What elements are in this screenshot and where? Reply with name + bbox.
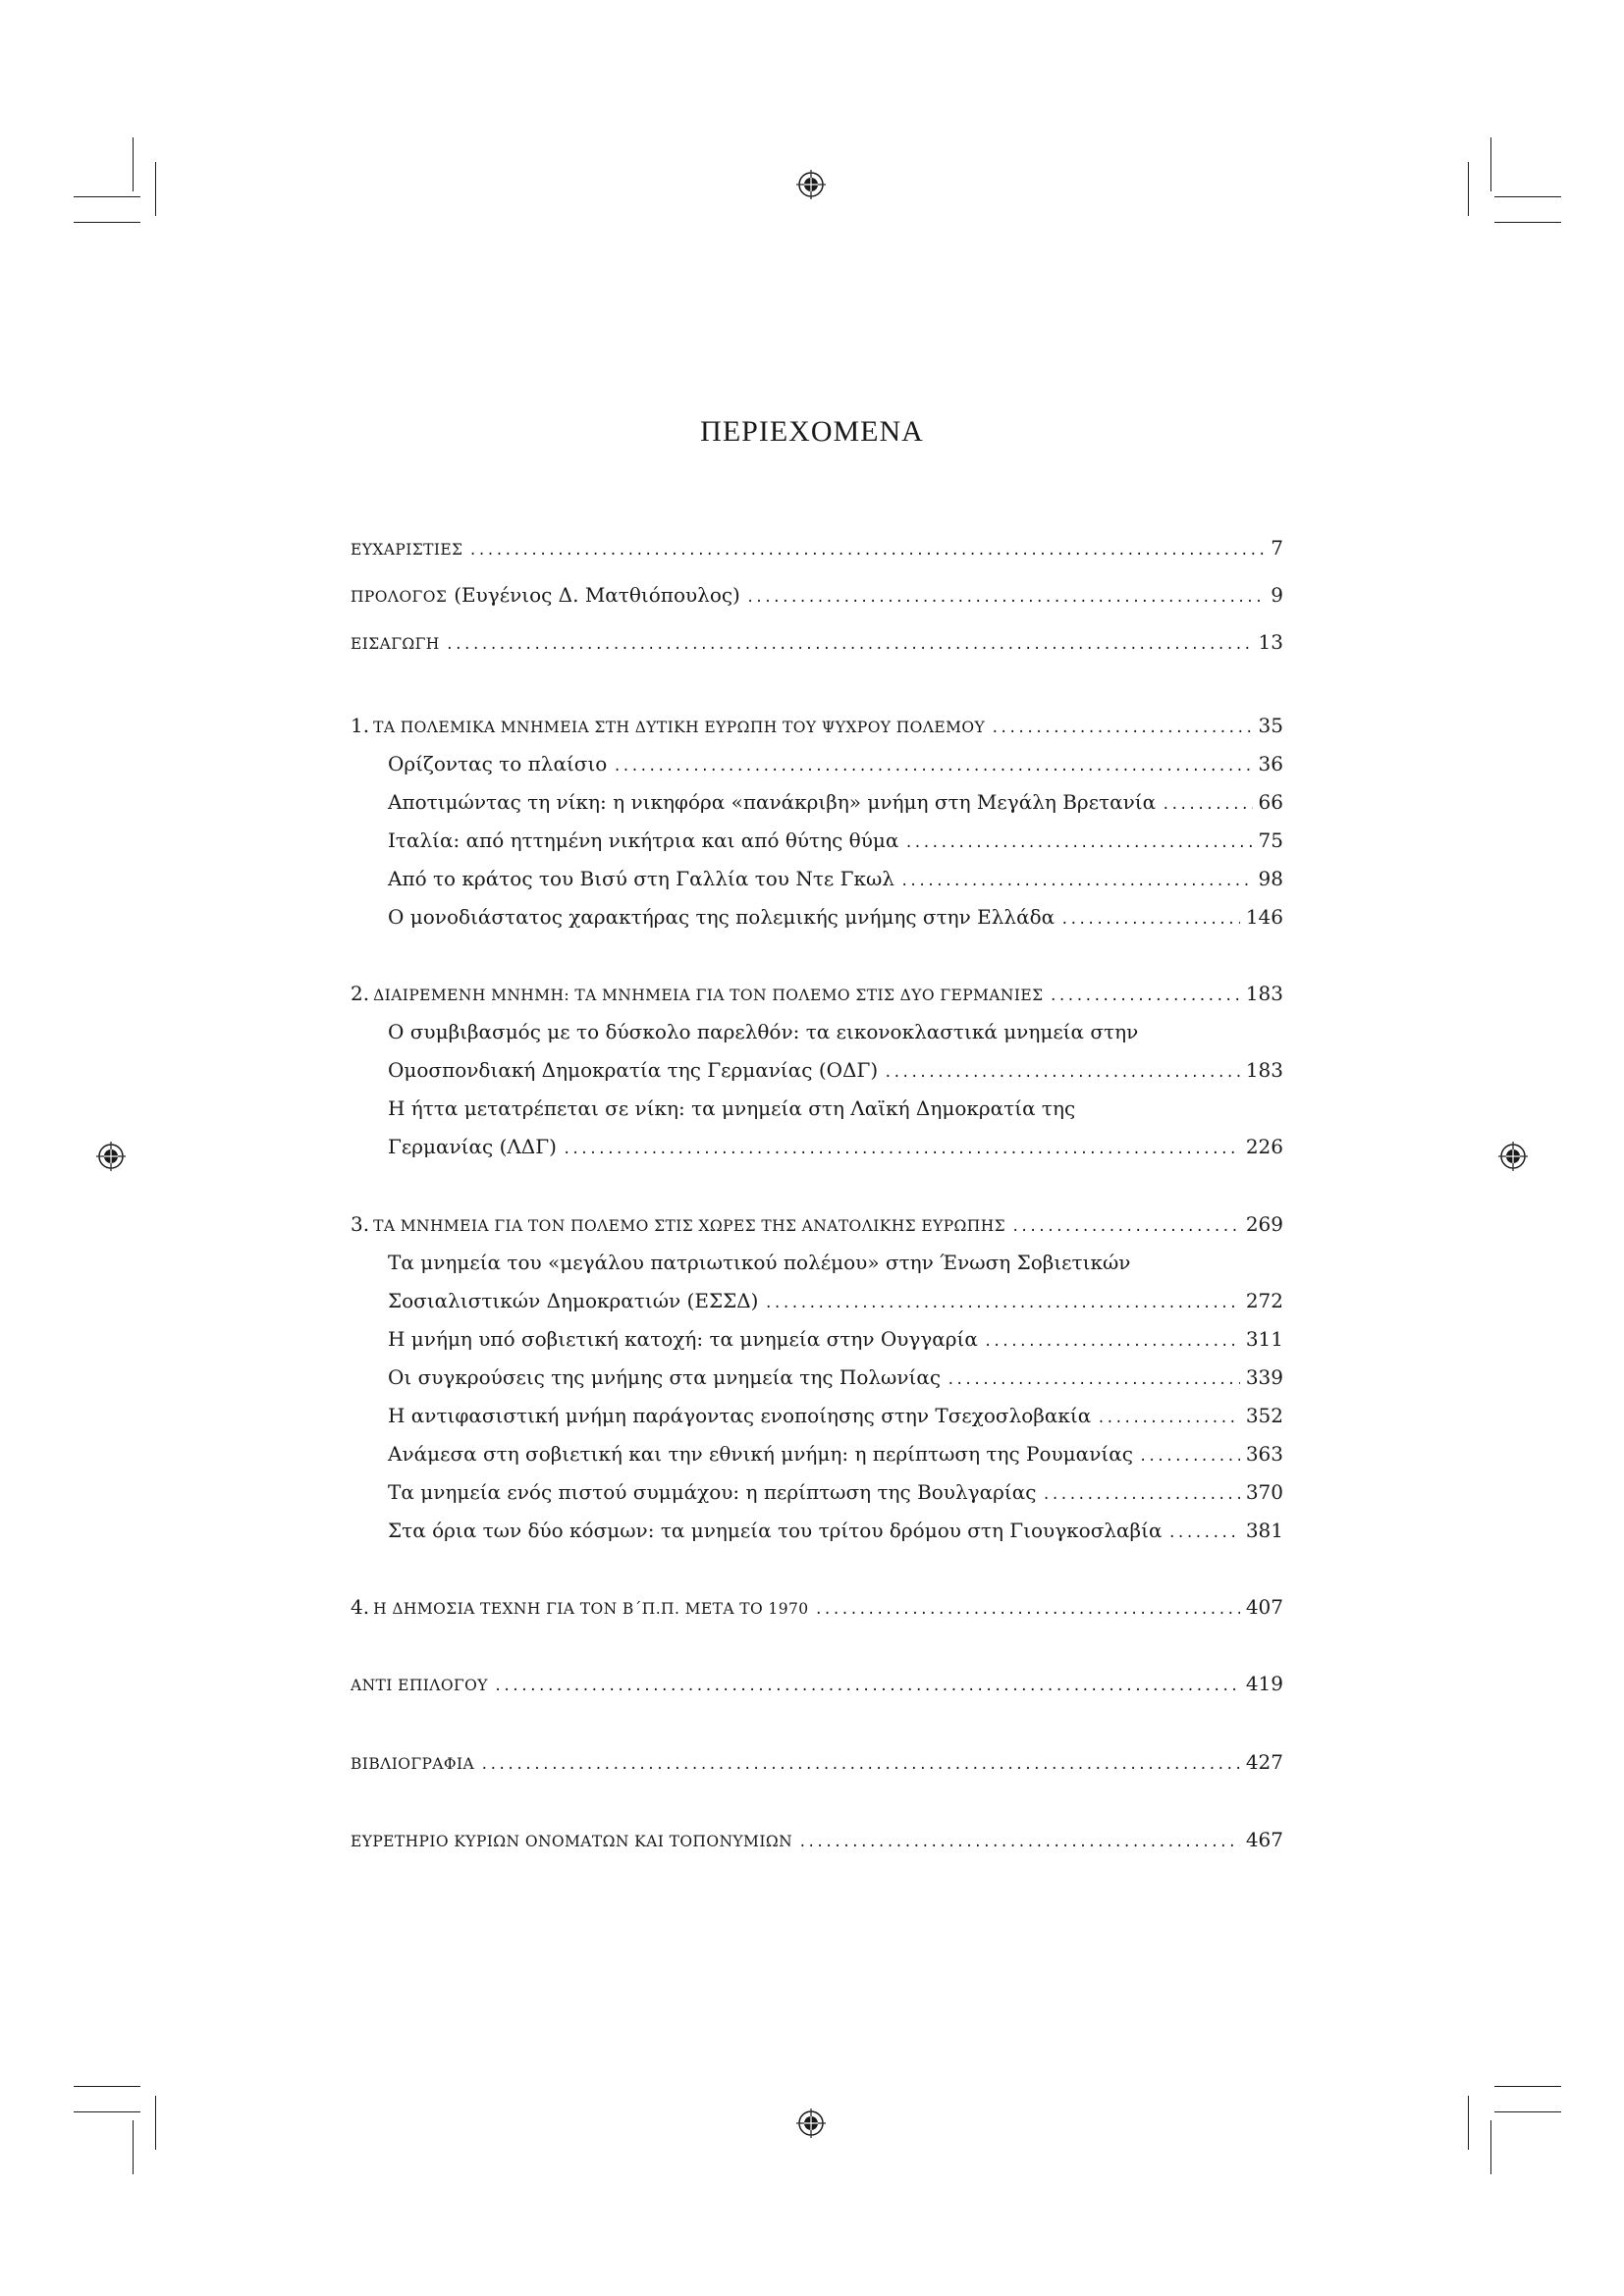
toc-chapter-3[interactable]: [351, 1212, 1283, 1236]
toc-page-number: 146: [1245, 905, 1283, 929]
chapter-number: 2.: [351, 982, 370, 1005]
section-title: Ο μονοδιάστατος χαρακτήρας της πολεμικής μνήμης στην Ελλάδα: [388, 905, 1056, 929]
crop-mark: [1490, 2120, 1491, 2174]
crop-mark: [133, 2120, 134, 2174]
dot-leader: [1011, 1219, 1240, 1235]
toc-page-number: 419: [1245, 1672, 1283, 1695]
toc-page-number: 35: [1258, 714, 1283, 737]
toc-page-number: 363: [1245, 1442, 1283, 1466]
chapter-number: 4.: [351, 1595, 370, 1619]
toc-entry-acknowledgements[interactable]: [351, 536, 1283, 560]
dot-leader: [764, 1296, 1239, 1311]
dot-leader: [1049, 988, 1239, 1004]
dot-leader: [1167, 1525, 1239, 1541]
toc-section[interactable]: [388, 867, 1283, 890]
section-title: Ιταλία: από ηττημένη νικήτρια και από θύτης θύμα: [388, 828, 899, 852]
chapter-number: 1.: [351, 714, 370, 737]
toc-section[interactable]: [388, 1365, 1283, 1389]
toc-entry-label: ΠΡΟΛΟΓΟΣ: [351, 588, 448, 606]
dot-leader: [1162, 797, 1252, 813]
dot-leader: [1097, 1411, 1240, 1426]
toc-page-number: 311: [1245, 1327, 1283, 1351]
dot-leader: [563, 1142, 1240, 1157]
crop-mark: [74, 2086, 140, 2087]
crop-mark: [1490, 137, 1491, 191]
crop-mark: [1494, 2111, 1561, 2112]
dot-leader: [991, 721, 1252, 736]
section-title: Ορίζοντας το πλαίσιο: [388, 752, 608, 775]
chapter-title: ΔΙΑΙΡΕΜΕΝΗ ΜΝΗΜΗ: ΤΑ ΜΝΗΜΕΙΑ ΓΙΑ ΤΟΝ ΠΟΛΕΜΟ ΣΤΙΣ ΔΥΟ ΓΕΡΜΑΝΙΕΣ: [373, 987, 1044, 1004]
toc-section-line[interactable]: [388, 1251, 1283, 1274]
toc-page-number: 467: [1245, 1828, 1283, 1851]
dot-leader: [468, 543, 1265, 559]
toc-entry-label: ΒΙΒΛΙΟΓΡΑΦΙΑ: [351, 1755, 475, 1773]
crop-mark: [74, 222, 140, 223]
toc-page-number: 7: [1271, 536, 1283, 560]
toc-section[interactable]: [388, 1404, 1283, 1427]
section-title: Ο συμβιβασμός με το δύσκολο παρελθόν: τα εικονοκλαστικά μνημεία στην: [388, 1020, 1139, 1043]
toc-entry-introduction[interactable]: [351, 630, 1283, 654]
toc-page-number: 66: [1258, 790, 1283, 814]
dot-leader: [984, 1334, 1240, 1350]
dot-leader: [1139, 1449, 1240, 1465]
toc-section[interactable]: [388, 1327, 1283, 1351]
toc-page-number: 407: [1245, 1595, 1283, 1619]
page-title: ΠΕΡΙΕΧΟΜΕΝΑ: [700, 415, 924, 448]
section-title: Αποτιμώντας τη νίκη: η νικηφόρα «πανάκριβη» μνήμη στη Μεγάλη Βρετανία: [388, 790, 1157, 814]
toc-page-number: 339: [1245, 1365, 1283, 1389]
chapter-number: 3.: [351, 1212, 370, 1236]
registration-mark-icon: [1498, 1142, 1528, 1171]
toc-entry-epilogue[interactable]: [351, 1672, 1283, 1695]
toc-section[interactable]: [388, 752, 1283, 775]
dot-leader: [884, 1065, 1240, 1081]
chapter-title: ΤΑ ΠΟΛΕΜΙΚΑ ΜΝΗΜΕΙΑ ΣΤΗ ΔΥΤΙΚΗ ΕΥΡΩΠΗ ΤΟΥ ΨΥΧΡΟΥ ΠΟΛΕΜΟΥ: [373, 719, 986, 736]
dot-leader: [494, 1679, 1240, 1694]
toc-page-number: 75: [1258, 828, 1283, 852]
section-title: Η αντιφασιστική μνήμη παράγοντας ενοποίησης στην Τσεχοσλοβακία: [388, 1404, 1092, 1427]
crop-mark: [1468, 2096, 1469, 2150]
toc-page-number: 183: [1245, 1058, 1283, 1082]
dot-leader: [1042, 1487, 1239, 1503]
toc-section[interactable]: [388, 1289, 1283, 1312]
toc-page-number: 36: [1258, 752, 1283, 775]
section-title: Τα μνημεία του «μεγάλου πατριωτικού πολέμου» στην Ένωση Σοβιετικών: [388, 1251, 1131, 1274]
toc-section[interactable]: [388, 1058, 1283, 1082]
toc-entry-label-rest: (Ευγένιος Δ. Ματθιόπουλος): [454, 583, 740, 607]
crop-mark: [1468, 162, 1469, 216]
crop-mark: [155, 162, 156, 216]
toc-page-number: 269: [1245, 1212, 1283, 1236]
toc-page-number: 98: [1258, 867, 1283, 890]
chapter-title: ΤΑ ΜΝΗΜΕΙΑ ΓΙΑ ΤΟΝ ΠΟΛΕΜΟ ΣΤΙΣ ΧΩΡΕΣ ΤΗΣ ΑΝΑΤΟΛΙΚΗΣ ΕΥΡΩΠΗΣ: [373, 1217, 1005, 1235]
toc-section[interactable]: [388, 1442, 1283, 1466]
chapter-title: Η ΔΗΜΟΣΙΑ ΤΕΧΝΗ ΓΙΑ ΤΟΝ Β΄Π.Π. ΜΕΤΑ ΤΟ 1970: [373, 1600, 809, 1618]
toc-section-line[interactable]: [388, 1020, 1283, 1043]
section-title-continued: Σοσιαλιστικών Δημοκρατιών (ΕΣΣΔ): [388, 1289, 759, 1312]
toc-section[interactable]: [388, 828, 1283, 852]
toc-entry-label: ΕΥΧΑΡΙΣΤΙΕΣ: [351, 541, 463, 559]
toc-entry-prologue[interactable]: [351, 583, 1283, 607]
section-title-continued: Ομοσπονδιακή Δημοκρατία της Γερμανίας (ΟΔΓ): [388, 1058, 879, 1082]
dot-leader: [446, 637, 1253, 653]
section-title: Η ήττα μετατρέπεται σε νίκη: τα μνημεία στη Λαϊκή Δημοκρατία της: [388, 1096, 1076, 1120]
toc-page-number: 370: [1245, 1480, 1283, 1504]
crop-mark: [1494, 196, 1561, 197]
section-title: Η μνήμη υπό σοβιετική κατοχή: τα μνημεία στην Ουγγαρία: [388, 1327, 978, 1351]
toc-section[interactable]: [388, 1135, 1283, 1158]
section-title: Οι συγκρούσεις της μνήμης στα μνημεία της Πολωνίας: [388, 1365, 942, 1389]
crop-mark: [1494, 2086, 1561, 2087]
dot-leader: [900, 874, 1253, 889]
toc-section[interactable]: [388, 1519, 1283, 1542]
registration-mark-icon: [796, 2109, 826, 2138]
dot-leader: [798, 1835, 1240, 1850]
toc-entry-index[interactable]: [351, 1828, 1283, 1851]
toc-section[interactable]: [388, 905, 1283, 929]
toc-page-number: 272: [1245, 1289, 1283, 1312]
toc-chapter-1[interactable]: [351, 714, 1283, 737]
toc-page-number: 226: [1245, 1135, 1283, 1158]
section-title: Τα μνημεία ενός πιστού συμμάχου: η περίπτωση της Βουλγαρίας: [388, 1480, 1037, 1504]
toc-entry-label: ΕΙΣΑΓΩΓΗ: [351, 635, 440, 653]
crop-mark: [1494, 222, 1561, 223]
toc-entry-label: ΑΝΤΙ ΕΠΙΛΟΓΟΥ: [351, 1677, 488, 1694]
dot-leader: [947, 1372, 1240, 1388]
dot-leader: [480, 1757, 1240, 1773]
registration-mark-icon: [96, 1142, 126, 1171]
dot-leader: [814, 1602, 1239, 1618]
dot-leader: [904, 835, 1252, 851]
toc-page-number: 381: [1245, 1519, 1283, 1542]
toc-page-number: 13: [1258, 630, 1283, 654]
toc-entry-label: ΕΥΡΕΤΗΡΙΟ ΚΥΡΙΩΝ ΟΝΟΜΑΤΩΝ ΚΑΙ ΤΟΠΟΝΥΜΙΩΝ: [351, 1833, 793, 1850]
toc-section-line[interactable]: [388, 1096, 1283, 1120]
dot-leader: [613, 759, 1252, 774]
toc-chapter-4[interactable]: [351, 1595, 1283, 1619]
registration-mark-icon: [796, 170, 826, 199]
toc-chapter-2[interactable]: [351, 982, 1283, 1005]
section-title: Από το κράτος του Βισύ στη Γαλλία του Ντε Γκωλ: [388, 867, 894, 890]
toc-page-number: 352: [1245, 1404, 1283, 1427]
crop-mark: [155, 2096, 156, 2150]
toc-page-number: 9: [1271, 583, 1283, 607]
section-title: Στα όρια των δύο κόσμων: τα μνημεία του τρίτου δρόμου στη Γιουγκοσλαβία: [388, 1519, 1163, 1542]
dot-leader: [746, 590, 1265, 606]
crop-mark: [74, 196, 140, 197]
toc-entry-bibliography[interactable]: [351, 1750, 1283, 1774]
crop-mark: [133, 137, 134, 191]
section-title-continued: Γερμανίας (ΛΔΓ): [388, 1135, 557, 1158]
section-title: Ανάμεσα στη σοβιετική και την εθνική μνήμη: η περίπτωση της Ρουμανίας: [388, 1442, 1133, 1466]
toc-section[interactable]: [388, 1480, 1283, 1504]
toc-page-number: 183: [1245, 982, 1283, 1005]
crop-mark: [74, 2111, 140, 2112]
dot-leader: [1060, 912, 1240, 928]
toc-section[interactable]: [388, 790, 1283, 814]
toc-page-number: 427: [1245, 1750, 1283, 1774]
